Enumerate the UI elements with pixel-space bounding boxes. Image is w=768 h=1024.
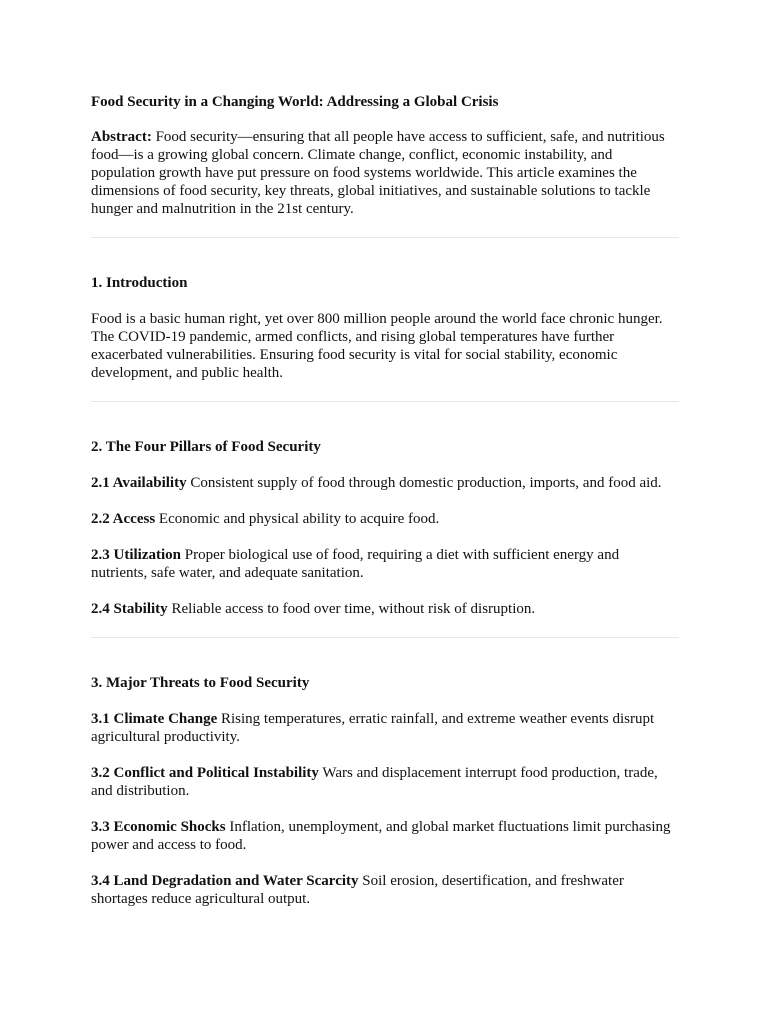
pillar-text: Reliable access to food over time, without risk of disruption. [171,601,536,617]
pillar-text: Economic and physical ability to acquire food. [158,511,440,527]
pillar-label: 2.4 Stability [91,601,168,617]
pillar-label: 2.3 Utilization [91,547,181,563]
threat-label: 3.3 Economic Shocks [91,819,226,835]
section-heading-introduction: 1. Introduction [91,275,188,291]
threat-text: Wars and displacement interrupt food production, trade, and distribution. [91,765,658,799]
document-title: Food Security in a Changing World: Addressing a Global Crisis [91,94,499,110]
threat-item-land-degradation [91,872,679,908]
abstract-text: Food security—ensuring that all people have access to sufficient, safe, and nutritious food—is a growing global concern. Climate change, conflict, economic instability, and population growth have put pressure on food systems worldwide. This article examines the dimensions of food security, key threats, global initiatives, and sustainable solutions to tackle hunger and malnutrition in the 21st century. [91,129,665,217]
pillar-item-availability [91,474,679,492]
threat-label: 3.4 Land Degradation and Water Scarcity [91,873,359,889]
abstract-paragraph [91,128,679,218]
threat-item-conflict [91,764,679,800]
document-page [91,93,679,908]
threat-text: Rising temperatures, erratic rainfall, and extreme weather events disrupt agricultural productivity. [91,711,655,745]
pillar-text: Consistent supply of food through domestic production, imports, and food aid. [190,475,662,491]
pillar-item-stability [91,600,679,618]
threat-item-economic-shocks [91,818,679,854]
section-heading-major-threats: 3. Major Threats to Food Security [91,675,310,691]
pillar-label: 2.2 Access [91,511,156,527]
section-heading-four-pillars: 2. The Four Pillars of Food Security [91,439,321,455]
threat-text: Soil erosion, desertification, and freshwater shortages reduce agricultural output. [91,873,624,907]
threat-label: 3.2 Conflict and Political Instability [91,765,319,781]
pillar-item-access [91,510,679,528]
pillar-label: 2.1 Availability [91,475,187,491]
pillar-text: Proper biological use of food, requiring a diet with sufficient energy and nutrients, safe water, and adequate sanitation. [91,547,620,581]
threat-item-climate-change [91,710,679,746]
introduction-paragraph: Food is a basic human right, yet over 800 million people around the world face chronic hunger. The COVID-19 pandemic, armed conflicts, and rising global temperatures have further exacerbated vulnerabilities. Ensuring food security is vital for social stability, economic development, and public health. [91,311,663,381]
abstract-label: Abstract: [91,129,152,145]
threat-label: 3.1 Climate Change [91,711,218,727]
pillar-item-utilization [91,546,679,582]
threat-text: Inflation, unemployment, and global market fluctuations limit purchasing power and access to food. [91,819,671,853]
